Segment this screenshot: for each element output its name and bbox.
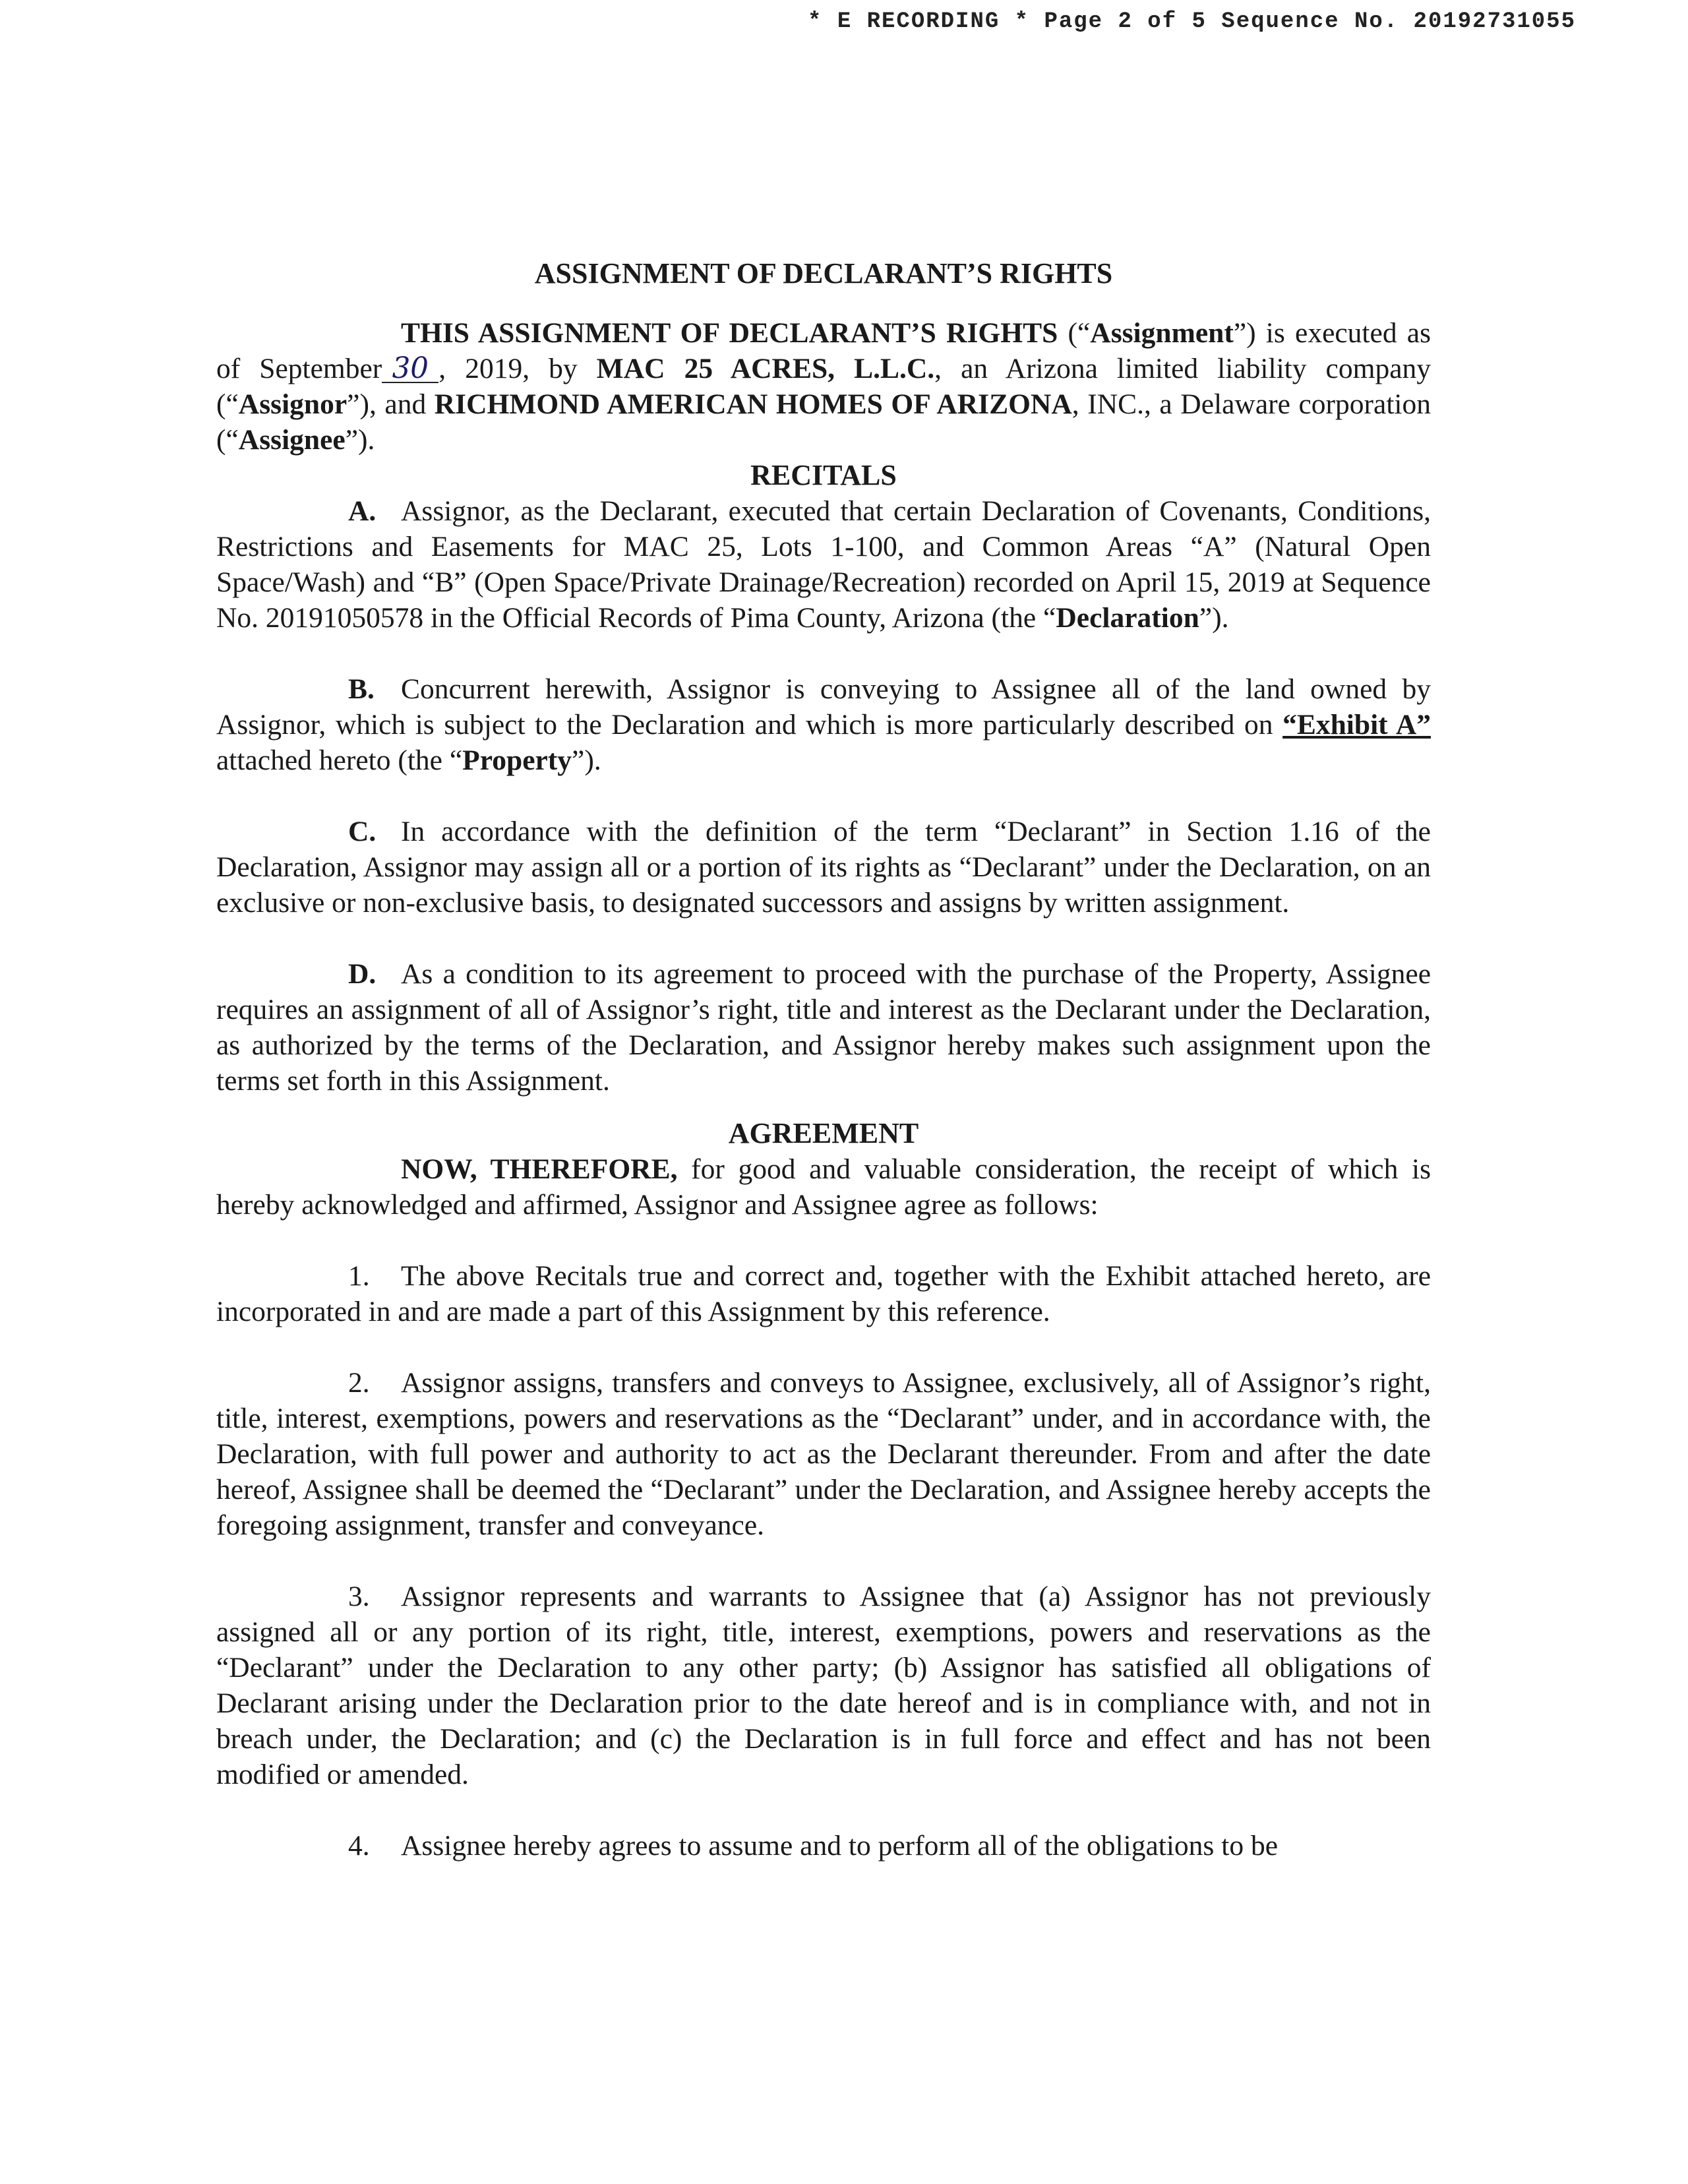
intro-text: , an Arizona limited liability company (“ bbox=[216, 353, 1432, 420]
agreement-lead: NOW, THEREFORE, bbox=[401, 1153, 678, 1185]
assignor-name: MAC 25 ACRES, L.L.C. bbox=[596, 353, 935, 384]
clause-2 bbox=[216, 1365, 1431, 1543]
clause-number: 4. bbox=[348, 1830, 370, 1862]
clause-3 bbox=[216, 1579, 1431, 1792]
clause-number: 3. bbox=[348, 1581, 370, 1612]
intro-text: ”) is executed as of September bbox=[216, 317, 1432, 384]
clause-text: The above Recitals true and correct and, together with the Exhibit attached hereto, are incorporated in and are made a part of this Assignment by this reference. bbox=[216, 1260, 1431, 1327]
intro-text: (“ bbox=[1058, 317, 1091, 349]
defined-term-assignee: Assignee bbox=[238, 424, 346, 456]
recital-text: As a condition to its agreement to proceed with the purchase of the Property, Assignee requires an assignment of all of Assignor’s right, title and interest as the Declarant under the Declaration, as authorized by the terms of the Declaration, and Assignor hereby makes such assignment upon the terms set forth in this Assignment. bbox=[216, 958, 1431, 1097]
recital-text: ”). bbox=[572, 744, 601, 776]
recital-text: Assignor, as the Declarant, executed that certain Declaration of Covenants, Conditions, Restrictions and Easements for MAC 25, Lots 1-100, and Common Areas “A” (Natural Open Space/Wash) and “B” (Open Space/Private Drainage/Recreation) recorded on April 15, 2019 at Sequence No. 20191050578 in the Official Records of Pima County, Arizona (the “ bbox=[216, 495, 1431, 634]
recital-letter: A. bbox=[348, 495, 377, 527]
agreement-text: for good and valuable consideration, the receipt of which is hereby acknowledged and affirmed, Assignor and Assignee agree as follows: bbox=[216, 1153, 1431, 1221]
recital-b bbox=[216, 671, 1431, 778]
recital-text: attached hereto (the “ bbox=[216, 744, 463, 776]
defined-term-assignor: Assignor bbox=[238, 388, 347, 420]
recital-letter: B. bbox=[348, 673, 375, 705]
clause-text: Assignee hereby agrees to assume and to perform all of the obligations to be bbox=[401, 1830, 1278, 1862]
clause-text: Assignor assigns, transfers and conveys to Assignee, exclusively, all of Assignor’s right, title, interest, exemptions, powers and reservations as the “Declarant” under, and in accordance with, the Declaration, with full power and authority to act as the Declarant thereunder. From and after the date hereof, Assignee shall be deemed the “Declarant” under the Declaration, and Assignee hereby accepts the foregoing assignment, transfer and conveyance. bbox=[216, 1367, 1431, 1541]
recital-text: In accordance with the definition of the term “Declarant” in Section 1.16 of the Declaration, Assignor may assign all or a portion of its rights as “Declarant” under the Declaration, on an exclusive or non-exclusive basis, to designated successors and assigns by written assignment. bbox=[216, 816, 1431, 919]
intro-text: , INC., a Delaware corporation (“ bbox=[216, 388, 1431, 456]
clause-1 bbox=[216, 1258, 1431, 1329]
recital-a bbox=[216, 493, 1431, 636]
agreement-heading: AGREEMENT bbox=[728, 1117, 919, 1149]
intro-text: , 2019, by bbox=[438, 353, 597, 384]
exhibit-reference: “Exhibit A” bbox=[1282, 709, 1431, 741]
clause-number: 1. bbox=[348, 1260, 370, 1292]
recital-c bbox=[216, 814, 1431, 921]
document-title: ASSIGNMENT OF DECLARANT’S RIGHTS bbox=[534, 257, 1113, 289]
recital-letter: C. bbox=[348, 816, 377, 847]
agreement-intro bbox=[216, 1151, 1431, 1223]
intro-paragraph bbox=[216, 315, 1431, 458]
recital-text: Concurrent herewith, Assignor is conveying to Assignee all of the land owned by Assignor, which is subject to the Declaration and which is more particularly described on bbox=[216, 673, 1431, 741]
defined-term-assignment: Assignment bbox=[1090, 317, 1234, 349]
defined-term-declaration: Declaration bbox=[1056, 602, 1199, 634]
clause-4 bbox=[216, 1828, 1431, 1864]
intro-text: ”). bbox=[345, 424, 375, 456]
defined-term-property: Property bbox=[462, 744, 572, 776]
recording-stamp: * E RECORDING * Page 2 of 5 Sequence No. 20192731055 bbox=[808, 9, 1576, 34]
document-page bbox=[216, 256, 1431, 1864]
recital-letter: D. bbox=[348, 958, 377, 990]
clause-number: 2. bbox=[348, 1367, 370, 1399]
intro-text: ”), and bbox=[347, 388, 435, 420]
recital-text: ”). bbox=[1199, 602, 1229, 634]
handwritten-date: 30 bbox=[382, 355, 438, 383]
intro-lead: THIS ASSIGNMENT OF DECLARANT’S RIGHTS bbox=[401, 317, 1058, 349]
clause-text: Assignor represents and warrants to Assignee that (a) Assignor has not previously assigned all or any portion of its right, title, interest, exemptions, powers and reservations as the “Declarant” under the Declaration to any other party; (b) Assignor has satisfied all obligations of Declarant arising under the Declaration prior to the date hereof and is in compliance with, and not in breach under, the Declaration; and (c) the Declaration is in full force and effect and has not been modified or amended. bbox=[216, 1581, 1431, 1790]
recitals-heading: RECITALS bbox=[750, 459, 897, 491]
recital-d bbox=[216, 956, 1431, 1099]
assignee-name: RICHMOND AMERICAN HOMES OF ARIZONA bbox=[434, 388, 1072, 420]
